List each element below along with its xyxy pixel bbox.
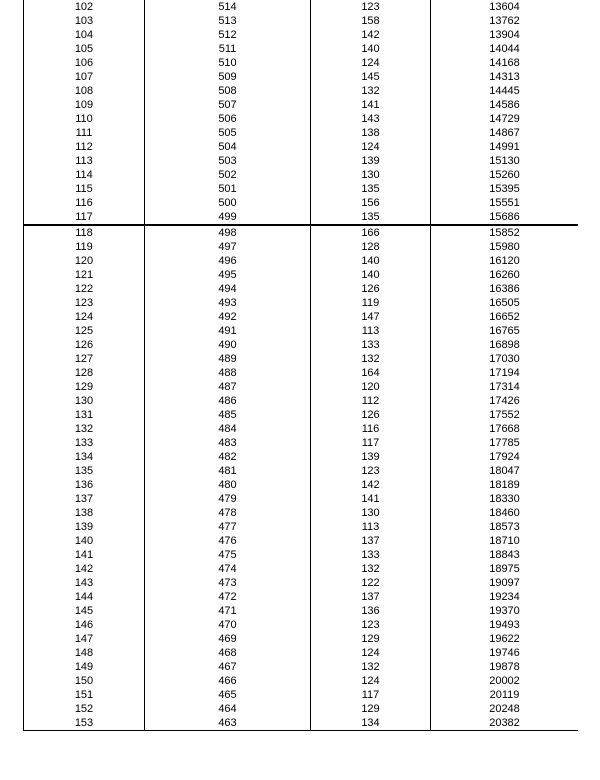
rank-cell: 104: [24, 28, 145, 42]
cumulative-cell: 15980: [431, 240, 579, 254]
score-cell: 485: [145, 408, 311, 422]
table-row: [24, 464, 579, 478]
cumulative-cell: 18189: [431, 478, 579, 492]
table-row: [24, 674, 579, 688]
score-cell: 492: [145, 310, 311, 324]
cumulative-cell: 16120: [431, 254, 579, 268]
score-cell: 473: [145, 576, 311, 590]
count-cell: 124: [311, 140, 431, 154]
count-cell: 140: [311, 254, 431, 268]
table-row: [24, 576, 579, 590]
count-cell: 137: [311, 534, 431, 548]
score-cell: 480: [145, 478, 311, 492]
score-cell: 507: [145, 98, 311, 112]
rank-cell: 132: [24, 422, 145, 436]
count-cell: 139: [311, 154, 431, 168]
cumulative-cell: 15551: [431, 196, 579, 210]
cumulative-cell: 15130: [431, 154, 579, 168]
table-row: [24, 492, 579, 506]
cumulative-cell: 20382: [431, 716, 579, 731]
count-cell: 142: [311, 28, 431, 42]
count-cell: 113: [311, 520, 431, 534]
cumulative-cell: 20248: [431, 702, 579, 716]
count-cell: 129: [311, 702, 431, 716]
cumulative-cell: 17426: [431, 394, 579, 408]
rank-cell: 141: [24, 548, 145, 562]
cumulative-cell: 18460: [431, 506, 579, 520]
cumulative-cell: 15852: [431, 225, 579, 240]
count-cell: 124: [311, 646, 431, 660]
score-cell: 468: [145, 646, 311, 660]
rank-cell: 118: [24, 225, 145, 240]
rank-cell: 107: [24, 70, 145, 84]
rank-cell: 108: [24, 84, 145, 98]
document-page: [23, 0, 578, 778]
score-cell: 471: [145, 604, 311, 618]
score-cell: 470: [145, 618, 311, 632]
score-cell: 496: [145, 254, 311, 268]
count-cell: 123: [311, 464, 431, 478]
cumulative-cell: 15686: [431, 210, 579, 225]
count-cell: 158: [311, 14, 431, 28]
score-cell: 467: [145, 660, 311, 674]
table-row: [24, 42, 579, 56]
cumulative-cell: 17785: [431, 436, 579, 450]
rank-cell: 143: [24, 576, 145, 590]
table-row: [24, 254, 579, 268]
count-cell: 132: [311, 660, 431, 674]
score-cell: 478: [145, 506, 311, 520]
cumulative-cell: 19622: [431, 632, 579, 646]
count-cell: 112: [311, 394, 431, 408]
count-cell: 129: [311, 632, 431, 646]
score-cell: 508: [145, 84, 311, 98]
cumulative-cell: 19493: [431, 618, 579, 632]
cumulative-cell: 14867: [431, 126, 579, 140]
count-cell: 140: [311, 42, 431, 56]
cumulative-cell: 17924: [431, 450, 579, 464]
score-cell: 484: [145, 422, 311, 436]
rank-cell: 138: [24, 506, 145, 520]
table-row: [24, 366, 579, 380]
cumulative-cell: 13904: [431, 28, 579, 42]
table-row: [24, 338, 579, 352]
score-cell: 510: [145, 56, 311, 70]
rank-cell: 125: [24, 324, 145, 338]
score-cell: 489: [145, 352, 311, 366]
rank-cell: 103: [24, 14, 145, 28]
rank-cell: 105: [24, 42, 145, 56]
score-cell: 501: [145, 182, 311, 196]
table-row: [24, 702, 579, 716]
score-cell: 481: [145, 464, 311, 478]
count-cell: 134: [311, 716, 431, 731]
table-row: [24, 140, 579, 154]
cumulative-cell: 13604: [431, 0, 579, 14]
table-row: [24, 210, 579, 225]
rank-cell: 131: [24, 408, 145, 422]
table-row: [24, 436, 579, 450]
cumulative-cell: 16505: [431, 296, 579, 310]
cumulative-cell: 15395: [431, 182, 579, 196]
count-cell: 120: [311, 380, 431, 394]
table-row: [24, 380, 579, 394]
cumulative-cell: 19746: [431, 646, 579, 660]
count-cell: 140: [311, 268, 431, 282]
rank-cell: 149: [24, 660, 145, 674]
score-cell: 479: [145, 492, 311, 506]
rank-cell: 135: [24, 464, 145, 478]
rank-cell: 145: [24, 604, 145, 618]
rank-cell: 114: [24, 168, 145, 182]
count-cell: 132: [311, 84, 431, 98]
count-cell: 116: [311, 422, 431, 436]
score-cell: 509: [145, 70, 311, 84]
table-row: [24, 310, 579, 324]
count-cell: 139: [311, 450, 431, 464]
cumulative-cell: 15260: [431, 168, 579, 182]
table-row: [24, 590, 579, 604]
score-cell: 505: [145, 126, 311, 140]
score-cell: 476: [145, 534, 311, 548]
rank-cell: 124: [24, 310, 145, 324]
score-cell: 465: [145, 688, 311, 702]
score-cell: 466: [145, 674, 311, 688]
rank-cell: 134: [24, 450, 145, 464]
rank-cell: 106: [24, 56, 145, 70]
rank-cell: 152: [24, 702, 145, 716]
table-body: [24, 0, 579, 731]
table-row: [24, 296, 579, 310]
count-cell: 133: [311, 338, 431, 352]
cumulative-cell: 14586: [431, 98, 579, 112]
rank-cell: 140: [24, 534, 145, 548]
table-row: [24, 268, 579, 282]
score-cell: 513: [145, 14, 311, 28]
table-row: [24, 450, 579, 464]
rank-cell: 117: [24, 210, 145, 225]
score-cell: 463: [145, 716, 311, 731]
rank-cell: 136: [24, 478, 145, 492]
table-row: [24, 548, 579, 562]
cumulative-cell: 19234: [431, 590, 579, 604]
table-row: [24, 240, 579, 254]
cumulative-cell: 13762: [431, 14, 579, 28]
count-cell: 123: [311, 618, 431, 632]
count-cell: 135: [311, 210, 431, 225]
cumulative-cell: 14168: [431, 56, 579, 70]
rank-cell: 153: [24, 716, 145, 731]
table-row: [24, 618, 579, 632]
table-row: [24, 534, 579, 548]
table-row: [24, 646, 579, 660]
cumulative-cell: 18573: [431, 520, 579, 534]
rank-cell: 110: [24, 112, 145, 126]
table-row: [24, 14, 579, 28]
rank-cell: 122: [24, 282, 145, 296]
score-cell: 493: [145, 296, 311, 310]
score-cell: 472: [145, 590, 311, 604]
score-cell: 488: [145, 366, 311, 380]
table-row: [24, 56, 579, 70]
rank-cell: 109: [24, 98, 145, 112]
cumulative-cell: 17030: [431, 352, 579, 366]
rank-cell: 146: [24, 618, 145, 632]
table-row: [24, 478, 579, 492]
score-cell: 500: [145, 196, 311, 210]
score-cell: 499: [145, 210, 311, 225]
cumulative-cell: 18047: [431, 464, 579, 478]
score-cell: 512: [145, 28, 311, 42]
count-cell: 123: [311, 0, 431, 14]
rank-cell: 126: [24, 338, 145, 352]
count-cell: 143: [311, 112, 431, 126]
cumulative-cell: 19370: [431, 604, 579, 618]
count-cell: 133: [311, 548, 431, 562]
rank-cell: 123: [24, 296, 145, 310]
count-cell: 164: [311, 366, 431, 380]
table-row: [24, 408, 579, 422]
cumulative-cell: 18330: [431, 492, 579, 506]
count-cell: 141: [311, 98, 431, 112]
cumulative-cell: 18975: [431, 562, 579, 576]
table-row: [24, 225, 579, 240]
count-cell: 135: [311, 182, 431, 196]
count-cell: 136: [311, 604, 431, 618]
rank-cell: 116: [24, 196, 145, 210]
rank-cell: 128: [24, 366, 145, 380]
table-row: [24, 352, 579, 366]
cumulative-cell: 17314: [431, 380, 579, 394]
table-row: [24, 282, 579, 296]
count-cell: 113: [311, 324, 431, 338]
score-cell: 491: [145, 324, 311, 338]
cumulative-cell: 16898: [431, 338, 579, 352]
count-cell: 142: [311, 478, 431, 492]
cumulative-cell: 19878: [431, 660, 579, 674]
score-cell: 474: [145, 562, 311, 576]
table-row: [24, 520, 579, 534]
rank-cell: 147: [24, 632, 145, 646]
table-row: [24, 660, 579, 674]
table-row: [24, 182, 579, 196]
count-cell: 126: [311, 282, 431, 296]
table-row: [24, 196, 579, 210]
rank-cell: 137: [24, 492, 145, 506]
score-ranking-table: [23, 0, 578, 731]
score-cell: 498: [145, 225, 311, 240]
score-cell: 469: [145, 632, 311, 646]
score-cell: 486: [145, 394, 311, 408]
rank-cell: 139: [24, 520, 145, 534]
score-cell: 464: [145, 702, 311, 716]
score-cell: 504: [145, 140, 311, 154]
count-cell: 130: [311, 168, 431, 182]
table-row: [24, 70, 579, 84]
rank-cell: 151: [24, 688, 145, 702]
cumulative-cell: 16652: [431, 310, 579, 324]
count-cell: 132: [311, 562, 431, 576]
score-cell: 482: [145, 450, 311, 464]
cumulative-cell: 18843: [431, 548, 579, 562]
cumulative-cell: 14729: [431, 112, 579, 126]
table-row: [24, 84, 579, 98]
table-row: [24, 394, 579, 408]
rank-cell: 111: [24, 126, 145, 140]
score-cell: 503: [145, 154, 311, 168]
rank-cell: 102: [24, 0, 145, 14]
cumulative-cell: 17668: [431, 422, 579, 436]
count-cell: 137: [311, 590, 431, 604]
table-row: [24, 688, 579, 702]
table-row: [24, 422, 579, 436]
count-cell: 145: [311, 70, 431, 84]
score-cell: 495: [145, 268, 311, 282]
table-row: [24, 506, 579, 520]
cumulative-cell: 18710: [431, 534, 579, 548]
score-cell: 475: [145, 548, 311, 562]
count-cell: 124: [311, 56, 431, 70]
cumulative-cell: 16386: [431, 282, 579, 296]
count-cell: 122: [311, 576, 431, 590]
count-cell: 138: [311, 126, 431, 140]
rank-cell: 148: [24, 646, 145, 660]
rank-cell: 150: [24, 674, 145, 688]
cumulative-cell: 14445: [431, 84, 579, 98]
cumulative-cell: 17552: [431, 408, 579, 422]
count-cell: 117: [311, 688, 431, 702]
rank-cell: 113: [24, 154, 145, 168]
count-cell: 128: [311, 240, 431, 254]
table-row: [24, 154, 579, 168]
cumulative-cell: 14991: [431, 140, 579, 154]
rank-cell: 120: [24, 254, 145, 268]
rank-cell: 121: [24, 268, 145, 282]
cumulative-cell: 20002: [431, 674, 579, 688]
rank-cell: 142: [24, 562, 145, 576]
cumulative-cell: 14044: [431, 42, 579, 56]
cumulative-cell: 20119: [431, 688, 579, 702]
table-row: [24, 28, 579, 42]
rank-cell: 119: [24, 240, 145, 254]
count-cell: 119: [311, 296, 431, 310]
count-cell: 124: [311, 674, 431, 688]
score-cell: 487: [145, 380, 311, 394]
rank-cell: 115: [24, 182, 145, 196]
cumulative-cell: 19097: [431, 576, 579, 590]
rank-cell: 133: [24, 436, 145, 450]
count-cell: 130: [311, 506, 431, 520]
table-row: [24, 604, 579, 618]
score-cell: 506: [145, 112, 311, 126]
score-cell: 490: [145, 338, 311, 352]
score-cell: 514: [145, 0, 311, 14]
cumulative-cell: 14313: [431, 70, 579, 84]
cumulative-cell: 17194: [431, 366, 579, 380]
count-cell: 126: [311, 408, 431, 422]
score-cell: 477: [145, 520, 311, 534]
count-cell: 117: [311, 436, 431, 450]
count-cell: 141: [311, 492, 431, 506]
table-row: [24, 112, 579, 126]
cumulative-cell: 16260: [431, 268, 579, 282]
table-row: [24, 0, 579, 14]
table-row: [24, 632, 579, 646]
score-cell: 497: [145, 240, 311, 254]
table-row: [24, 168, 579, 182]
score-cell: 494: [145, 282, 311, 296]
table-row: [24, 324, 579, 338]
table-row: [24, 98, 579, 112]
score-cell: 502: [145, 168, 311, 182]
count-cell: 132: [311, 352, 431, 366]
count-cell: 156: [311, 196, 431, 210]
table-row: [24, 126, 579, 140]
score-cell: 483: [145, 436, 311, 450]
rank-cell: 112: [24, 140, 145, 154]
count-cell: 147: [311, 310, 431, 324]
rank-cell: 127: [24, 352, 145, 366]
count-cell: 166: [311, 225, 431, 240]
table-row: [24, 716, 579, 731]
cumulative-cell: 16765: [431, 324, 579, 338]
rank-cell: 144: [24, 590, 145, 604]
rank-cell: 129: [24, 380, 145, 394]
score-cell: 511: [145, 42, 311, 56]
rank-cell: 130: [24, 394, 145, 408]
table-row: [24, 562, 579, 576]
